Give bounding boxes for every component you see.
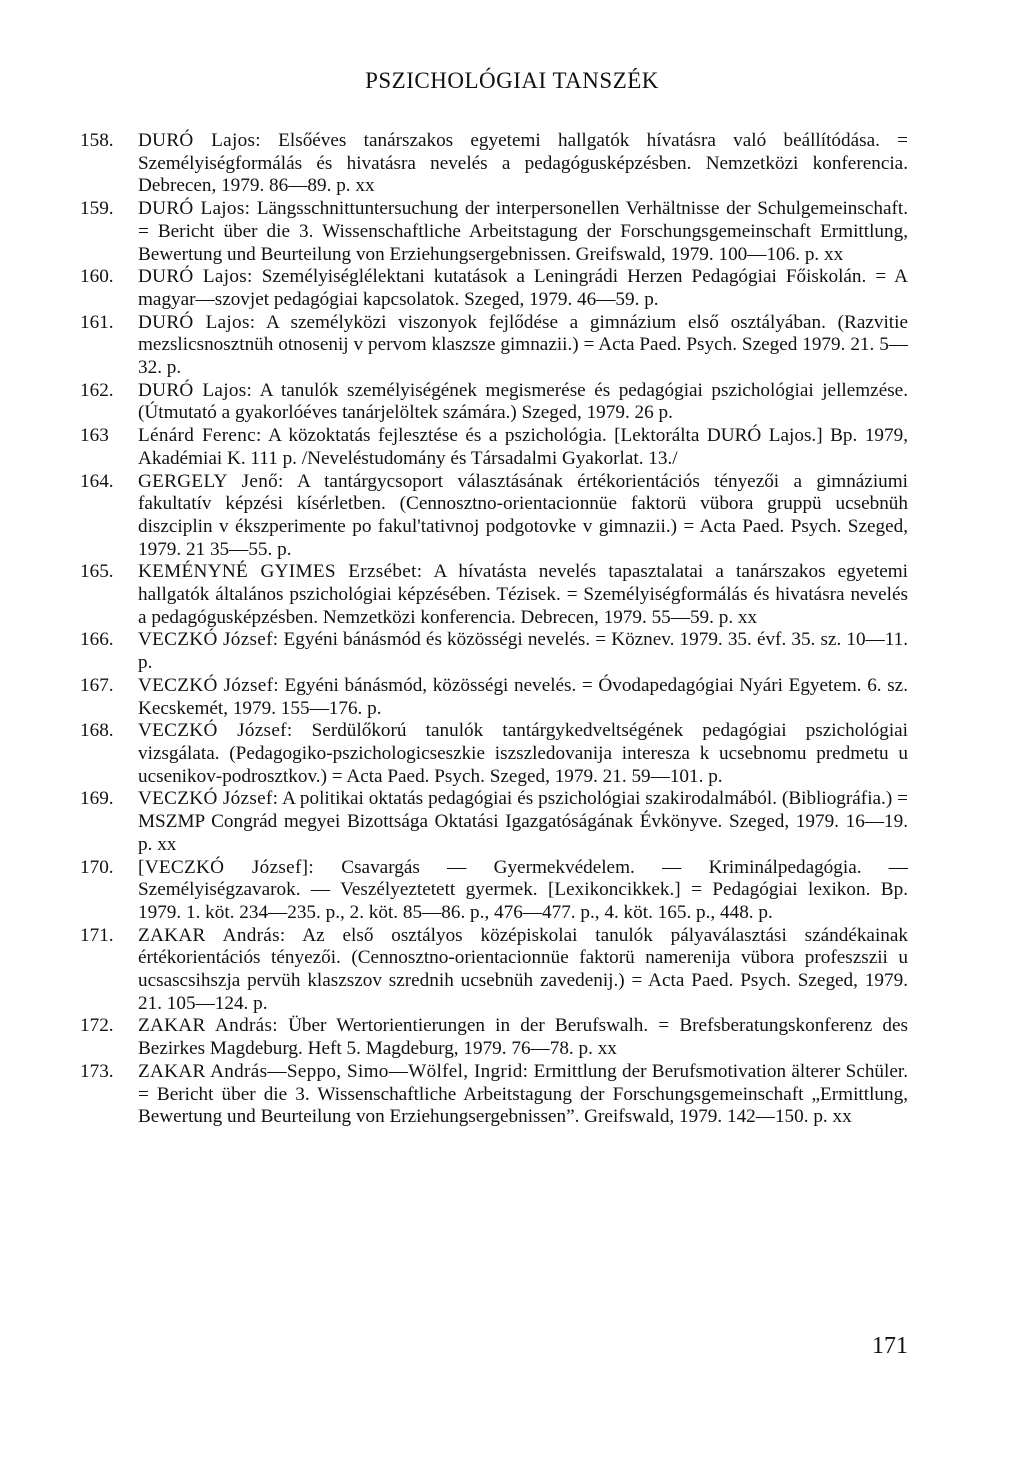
entry-text: A közoktatás fejlesztése és a pszichológia. [Lektorálta DURÓ Lajos.] Bp. 1979, Akadémiai K. 111 p. /Neveléstudomány és Társadalmi Gyakorlat. 13./ <box>138 425 908 469</box>
bibliography-entry <box>80 1061 908 1129</box>
entry-number: 165. <box>80 561 114 583</box>
bibliography-entry <box>80 266 908 311</box>
entry-number: 166. <box>80 629 114 651</box>
entry-text: Személyiséglélektani kutatások a Leningrádi Herzen Pedagógiai Főiskolán. = A magyar—szovjet pedagógiai kapcsolatok. Szeged, 1979. 46—59. p. <box>138 266 909 310</box>
entry-text: Egyéni bánásmód, közösségi nevelés. = Óvodapedagógiai Nyári Egyetem. 6. sz. Kecskemét, 1979. 155—176. p. <box>138 674 908 719</box>
bibliography-entry <box>80 788 908 856</box>
entry-number: 162. <box>80 379 114 401</box>
entry-author: VECZKÓ József: <box>138 720 293 742</box>
entry-number: 158. <box>80 130 114 151</box>
bibliography-entry <box>80 380 908 425</box>
entry-text: Csavargás — Gyermekvédelem. — Kriminálpedagógia. — Személyiségzavarok. — Veszélyeztetett gyermek. [Lexikoncikkek.] = Pedagógiai lexikon. Bp. 1979. 1. köt. 234—235. p., 2. köt. 85—86. p., 476—477. p., 4. köt. 165. p., 448. p. <box>138 856 908 923</box>
entry-author: VECZKÓ József: <box>138 674 279 696</box>
bibliography-entry <box>80 471 908 562</box>
entry-author: Lénárd Ferenc: <box>138 425 262 447</box>
bibliography-entry <box>80 925 908 1016</box>
entry-number: 163 <box>80 425 109 447</box>
entry-text: Längsschnittuntersuchung der interpersonellen Verhältnisse der Schulgemeinschaft. = Bericht über die 3. Wissenschaftliche Arbeitstagung der Forschungsgemeinschaft Ermittlung, Bewertung und Beurteilung von Erziehungsergebnissen. Greifswald, 1979. 100—106. p. xx <box>138 198 908 265</box>
entry-author: ZAKAR András: <box>138 1015 278 1037</box>
entry-text: A tanulók személyiségének megismerése és pedagógiai pszichológiai jellemzése. (Útmutató a gyakorlóéves tanárjelöltek számára.) Szeged, 1979. 26 p. <box>138 379 908 424</box>
entry-number: 169. <box>80 788 114 810</box>
bibliography-entry <box>80 675 908 720</box>
entry-text: Az első osztályos középiskolai tanulók pályaválasztási szándékainak értékorientációs tényezői. (Cennosztno-orientacionnüe faktorü namerenija vübora profeszszii u ucsascsihszja pervüh klaszszov szrednih ucsebnüh zavedenij.) = Acta Paed. Psych. Szeged, 1979. 21. 105—124. p. <box>138 924 908 1014</box>
entry-author: KEMÉNYNÉ GYIMES Erzsébet: <box>138 561 423 583</box>
entry-text: A tantárgycsoport választásának értékorientációs tényezői a gimnáziumi fakultatív képzési kísérletben. (Cennosztno-orientacionnüe faktorü vübora gruppü ucsebnüh diszciplin v ékszperimente po fakul'tativnoj podgotovke v gimnazii.) = Acta Paed. Psych. Szeged, 1979. 21 35—55. p. <box>138 470 909 560</box>
entry-text: Egyéni bánásmód és közösségi nevelés. = Köznev. 1979. 35. évf. 35. sz. 10—11. p. <box>138 629 909 674</box>
entry-number: 160. <box>80 266 114 288</box>
entry-number: 170. <box>80 856 114 878</box>
bibliography-entry <box>80 198 908 266</box>
entry-text: A személyközi viszonyok fejlődése a gimnázium első osztályában. (Razvitie mezslicsnosztnüh otnosenij v pervom klaszsze gimnazii.) = Acta Paed. Psych. Szeged 1979. 21. 5—32. p. <box>138 311 908 379</box>
entry-number: 161. <box>80 311 114 333</box>
entry-number: 173. <box>80 1060 114 1082</box>
entry-author: VECZKÓ József: <box>138 629 279 651</box>
bibliography-list <box>80 130 908 1129</box>
entry-author: ZAKAR András: <box>138 924 286 946</box>
page-header: PSZICHOLÓGIAI TANSZÉK <box>365 68 659 93</box>
entry-author: DURÓ Lajos: <box>138 379 253 401</box>
entry-number: 172. <box>80 1015 114 1037</box>
entry-text: A hívatásta nevelés tapasztalatai a tanárszakos egyetemi hallgatók általános pszichológiai képzésében. Tézisek. = Személyiségformálás és hivatásra nevelés a pedagógusképzésben. Nemzetközi konferencia. Debrecen, 1979. 55—59. p. xx <box>138 561 908 628</box>
bibliography-entry <box>80 425 908 470</box>
entry-text: Ermittlung der Berufsmotivation älterer Schüler. = Bericht über die 3. Wissenschaftliche Arbeitstagung der Forschungsgemeinschaft „Ermittlung, Bewertung und Beurteilung von Erziehungsergebnissen”. Greifswald, 1979. 142—150. p. xx <box>138 1060 908 1128</box>
entry-number: 167. <box>80 674 114 696</box>
entry-number: 164. <box>80 470 114 492</box>
bibliography-entry <box>80 312 908 380</box>
entry-text: Elsőéves tanárszakos egyetemi hallgatók hívatásra való beállítódása. = Személyiségformálás és hivatásra nevelés a pedagógusképzésben. Nemzetközi konferencia. Debrecen, 1979. 86—89. p. xx <box>138 130 908 197</box>
entry-author: GERGELY Jenő: <box>138 470 284 492</box>
page-number: 171 <box>872 1333 908 1359</box>
bibliography-entry <box>80 857 908 925</box>
entry-text: Serdülőkorú tanulók tantárgykedveltségének pedagógiai pszichológiai vizsgálata. (Pedagogiko-pszichologicseszkie iszszledovanija interesza k ucsebnomu predmetu u ucsenikov-podrosztkov.) = Acta Paed. Psych. Szeged, 1979. 21. 59—101. p. <box>138 720 908 787</box>
entry-author: DURÓ Lajos: <box>138 266 253 288</box>
entry-author: ZAKAR András—Seppo, Simo—Wölfel, Ingrid: <box>138 1060 529 1082</box>
entry-number: 171. <box>80 924 114 946</box>
entry-author: DURÓ Lajos: <box>138 198 251 220</box>
bibliography-entry <box>80 1015 908 1060</box>
entry-author: DURÓ Lajos: <box>138 130 261 151</box>
entry-text: A politikai oktatás pedagógiai és pszichológiai szakirodalmából. (Bibliográfia.) = MSZMP Congrád megyei Bizottsága Oktatási Igazgatóságának Évkönyve. Szeged, 1979. 16—19. p. xx <box>138 788 908 855</box>
bibliography-entry <box>80 720 908 788</box>
entry-text: Über Wertorientierungen in der Berufswalh. = Brefsberatungskonferenz des Bezirkes Magdeburg. Heft 5. Magdeburg, 1979. 76—78. p. xx <box>138 1015 908 1060</box>
entry-author: [VECZKÓ József]: <box>138 856 314 878</box>
entry-author: DURÓ Lajos: <box>138 311 256 333</box>
entry-author: VECZKÓ József: <box>138 788 279 810</box>
entry-number: 168. <box>80 720 114 742</box>
entry-number: 159. <box>80 198 114 220</box>
bibliography-entry <box>80 130 908 198</box>
bibliography-entry <box>80 561 908 629</box>
bibliography-entry <box>80 629 908 674</box>
